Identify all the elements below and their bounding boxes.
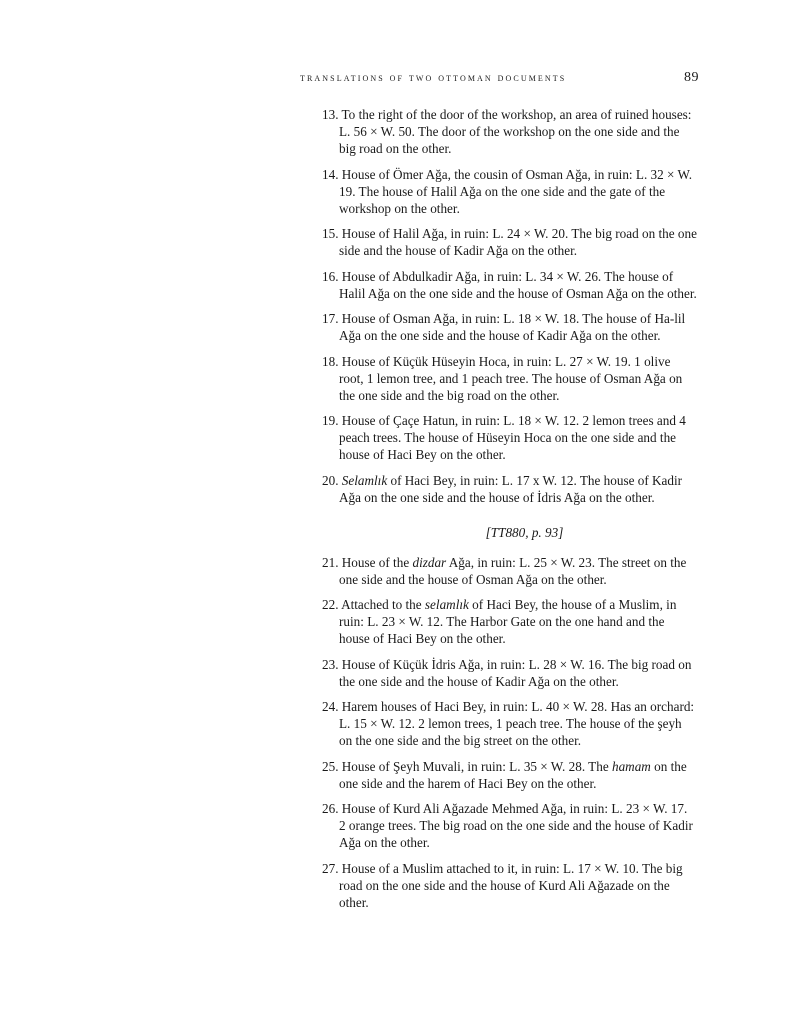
- entry-text: House of Küçük Hüseyin Hoca, in ruin: L. 27 × W. 19. 1 olive root, 1 lemon tree, and 1 peach tree. The house of Osman Ağa on the one side and the big road on the other.: [339, 353, 683, 403]
- page-reference: [TT880, p. 93]: [485, 524, 564, 540]
- entry-text-continued: of Haci Bey, the house of a Muslim, in ruin: L. 23 × W. 12. The Harbor Gate on the one hand and the house of Haci Bey on the other.: [339, 597, 677, 646]
- entry-number: 21.: [322, 554, 339, 570]
- entry-number: 24.: [322, 699, 339, 714]
- page-number: 89: [684, 70, 699, 85]
- entry-number: 20.: [322, 472, 339, 488]
- entry-text: House of Halil Ağa, in ruin: L. 24 × W. 20. The big road on the one side and the house of Kadir Ağa on the other.: [339, 226, 697, 258]
- entry-text-continued: of Haci Bey, in ruin: L. 17 x W. 12. The house of Kadir Ağa on the one side and the house of İdris Ağa on the other.: [339, 472, 683, 505]
- entry-number: 13.: [322, 107, 339, 122]
- entry-item: [322, 656, 697, 690]
- entry-item: [322, 800, 697, 851]
- entry-number: 27.: [322, 860, 339, 876]
- entry-item: [322, 353, 697, 404]
- entry-number: 14.: [322, 166, 339, 182]
- running-head: [300, 72, 706, 90]
- entry-item: [322, 310, 697, 344]
- entry-number: 23.: [322, 656, 339, 672]
- entry-item: [322, 166, 697, 217]
- entry-text: House of Kurd Ali Ağazade Mehmed Ağa, in ruin: L. 23 × W. 17. 2 orange trees. The big road on the one side and the house of Kadir Ağa on the other.: [339, 801, 693, 850]
- entry-item: [322, 596, 697, 647]
- entry-item: [322, 106, 697, 157]
- entry-italic-term: selamlık: [424, 597, 469, 612]
- running-title: translations of two ottoman documents: [300, 72, 567, 84]
- entry-text: House of Abdulkadir Ağa, in ruin: L. 34 × W. 26. The house of Halil Ağa on the one side and the house of Osman Ağa on the other.: [339, 268, 697, 301]
- entry-text: House of Küçük İdris Ağa, in ruin: L. 28 × W. 16. The big road on the one side and the house of Kadir Ağa on the other.: [339, 656, 692, 689]
- entry-item: [322, 472, 697, 506]
- entry-text: House of a Muslim attached to it, in ruin: L. 17 × W. 10. The big road on the one side and the house of Kurd Ali Ağazade on the other.: [339, 860, 683, 910]
- entry-item: [322, 412, 697, 463]
- entry-item: [322, 554, 697, 588]
- entry-item: [322, 698, 697, 749]
- entry-number: 16.: [322, 268, 339, 284]
- entry-group-a: [322, 106, 697, 506]
- entry-text: House of the: [341, 554, 413, 570]
- entry-text: House of Ömer Ağa, the cousin of Osman Ağa, in ruin: L. 32 × W. 19. The house of Halil Ağa on the one side and the gate of the workshop on the other.: [339, 166, 693, 216]
- entry-italic-term: dizdar: [412, 554, 447, 570]
- entry-text: To the right of the door of the workshop, an area of ruined houses: L. 56 × W. 50. The door of the workshop on the one side and the big road on the other.: [339, 107, 692, 156]
- entry-item: [322, 225, 697, 259]
- entry-text: House of Çaçe Hatun, in ruin: L. 18 × W. 12. 2 lemon trees and 4 peach trees. The house of Hüseyin Hoca on the one side and the house of Haci Bey on the other.: [339, 413, 686, 462]
- entry-number: 22.: [322, 597, 339, 612]
- entry-number: 15.: [322, 226, 339, 241]
- entry-number: 17.: [322, 311, 339, 326]
- entry-italic-term: hamam: [611, 758, 651, 774]
- entry-number: 18.: [322, 353, 339, 369]
- entry-item: [322, 268, 697, 302]
- entry-list: [322, 106, 697, 919]
- entry-number: 26.: [322, 801, 339, 816]
- entry-item: [322, 860, 697, 911]
- entry-group-b: [322, 554, 697, 911]
- entry-text: House of Şeyh Muvali, in ruin: L. 35 × W. 28. The: [341, 758, 612, 774]
- entry-text-continued: on the one side and the harem of Haci Bey on the other.: [339, 758, 687, 791]
- entry-item: [322, 758, 697, 792]
- entry-italic-term: Selamlık: [341, 472, 388, 488]
- entry-number: 25.: [322, 758, 339, 774]
- entry-text: Attached to the: [341, 597, 425, 612]
- entry-text: Harem houses of Haci Bey, in ruin: L. 40 × W. 28. Has an orchard: L. 15 × W. 12. 2 lemon trees, 1 peach tree. The house of the şeyh on the one side and the big street on the other.: [339, 699, 695, 748]
- entry-text-continued: Ağa, in ruin: L. 25 × W. 23. The street on the one side and the house of Osman Ağa on the other.: [339, 554, 687, 587]
- entry-text: House of Osman Ağa, in ruin: L. 18 × W. 18. The house of Ha-lil Ağa on the one side and the house of Kadir Ağa on the other.: [339, 311, 686, 343]
- entry-number: 19.: [322, 413, 339, 428]
